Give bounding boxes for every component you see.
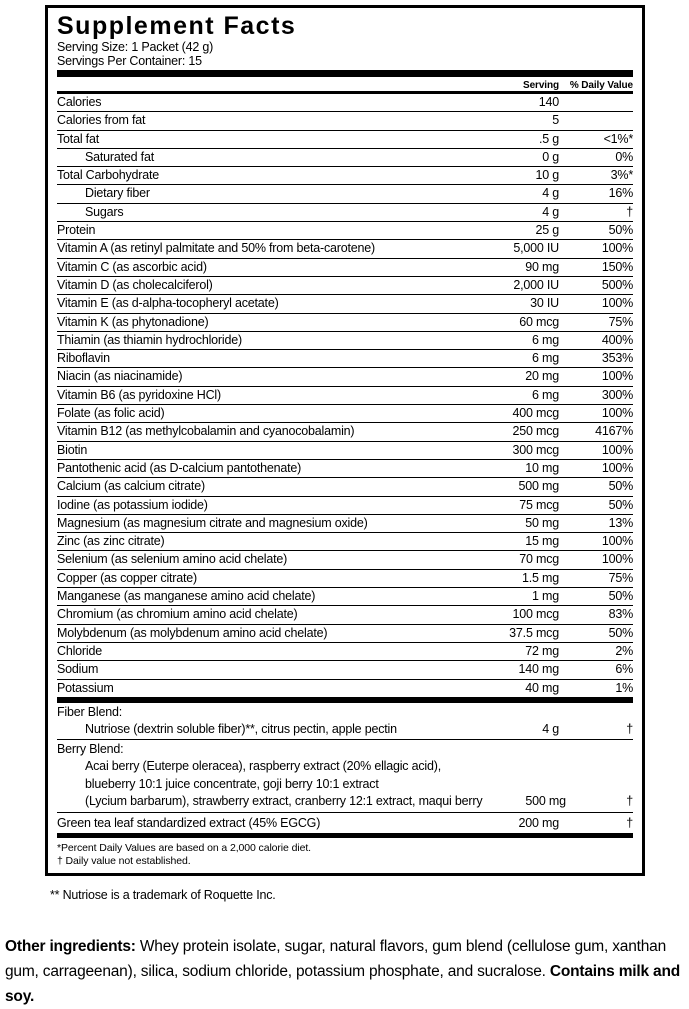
nutrient-name: Zinc (as zinc citrate)	[57, 534, 165, 549]
nutrient-name: Vitamin B12 (as methylcobalamin and cyanocobalamin)	[57, 424, 355, 439]
nutrient-daily-value: 100%	[601, 296, 633, 311]
nutrient-name: Vitamin D (as cholecalciferol)	[57, 277, 213, 292]
nutrient-amount: 10 g	[535, 168, 559, 183]
nutrient-amount: 5,000 IU	[513, 241, 559, 256]
nutrient-name: Riboflavin	[57, 351, 110, 366]
berry-blend-amount: 500 mg	[525, 794, 566, 809]
nutrient-amount: 10 mg	[525, 460, 559, 475]
nutrient-amount: 6 mg	[532, 351, 559, 366]
nutrient-daily-value: 100%	[601, 460, 633, 475]
nutrient-row	[57, 625, 633, 643]
nutrient-row	[57, 295, 633, 313]
nutrient-row	[57, 131, 633, 149]
divider-thick-footnotes	[57, 833, 633, 838]
nutrient-name: Vitamin B6 (as pyridoxine HCl)	[57, 387, 221, 402]
nutrient-daily-value: 100%	[601, 534, 633, 549]
nutrient-name: Dietary fiber	[85, 186, 150, 201]
nutrient-daily-value: 50%	[608, 497, 633, 512]
nutrient-row	[57, 332, 633, 350]
nutrient-amount: 6 mg	[532, 387, 559, 402]
nutrient-daily-value: †	[626, 204, 633, 219]
nutrient-row	[57, 259, 633, 277]
nutrient-name: Copper (as copper citrate)	[57, 570, 198, 585]
nutrient-row	[57, 423, 633, 441]
berry-blend-row	[57, 758, 633, 813]
nutrient-daily-value: 300%	[601, 387, 633, 402]
nutrient-amount: 30 IU	[530, 296, 559, 311]
nutrient-amount: 4 g	[542, 204, 559, 219]
nutrient-name: Vitamin C (as ascorbic acid)	[57, 259, 207, 274]
nutrient-daily-value: 50%	[608, 625, 633, 640]
nutrient-daily-value: 500%	[601, 277, 633, 292]
nutrient-amount: 90 mg	[525, 259, 559, 274]
nutrient-name: Vitamin E (as d-alpha-tocopheryl acetate)	[57, 296, 279, 311]
supplement-facts-panel	[45, 5, 645, 876]
nutrient-name: Sugars	[85, 204, 124, 219]
nutrient-name: Biotin	[57, 442, 88, 457]
nutrient-name: Selenium (as selenium amino acid chelate)	[57, 552, 288, 567]
nutrient-amount: 75 mcg	[519, 497, 559, 512]
nutrient-amount: 40 mg	[525, 680, 559, 695]
nutrient-row	[57, 314, 633, 332]
nutrient-daily-value: 50%	[608, 223, 633, 238]
nutrient-daily-value: <1%*	[603, 131, 633, 146]
nutrient-name: Calories from fat	[57, 113, 146, 128]
nutrient-amount: 100 mcg	[512, 607, 559, 622]
serving-size: Serving Size: 1 Packet (42 g)	[57, 40, 214, 54]
nutrient-daily-value	[559, 94, 633, 111]
nutrient-row	[57, 588, 633, 606]
nutrient-name: Potassium	[57, 680, 114, 695]
nutrient-row	[57, 387, 633, 405]
nutrient-row	[57, 350, 633, 368]
footnote-percent-daily-values: *Percent Daily Values are based on a 2,000 calorie diet.	[57, 841, 311, 854]
nutrient-daily-value: 4167%	[595, 424, 633, 439]
nutrient-daily-value: 2%	[615, 643, 633, 658]
nutrient-name: Chloride	[57, 643, 102, 658]
nutrient-daily-value: 0%	[615, 149, 633, 164]
nutrient-row	[57, 368, 633, 386]
nutrient-daily-value: 50%	[608, 479, 633, 494]
berry-blend-line: blueberry 10:1 juice concentrate, goji berry 10:1 extract	[85, 776, 379, 791]
nutrient-row	[57, 240, 633, 258]
nutrient-name: Calcium (as calcium citrate)	[57, 479, 205, 494]
fiber-blend-daily-value: †	[626, 721, 633, 736]
nutrient-amount: 4 g	[542, 186, 559, 201]
nutrient-name: Folate (as folic acid)	[57, 406, 165, 421]
nutrient-name: Chromium (as chromium amino acid chelate)	[57, 607, 298, 622]
other-ingredients-text: Whey protein isolate, sugar, natural flavors, gum blend (cellulose gum, xanthan gum, carrageenan), silica, sodium chloride, potassium phosphate, and sucralose.	[5, 937, 666, 980]
allergen-statement: Contains milk and soy.	[5, 962, 680, 1005]
nutrient-daily-value	[559, 112, 633, 129]
nutrient-daily-value: 100%	[601, 369, 633, 384]
footnotes	[57, 842, 633, 868]
nutrient-amount: 140	[538, 95, 559, 109]
nutrient-name: Vitamin K (as phytonadione)	[57, 314, 209, 329]
nutrient-amount: 70 mcg	[519, 552, 559, 567]
nutrient-name: Iodine (as potassium iodide)	[57, 497, 208, 512]
nutrient-row	[57, 606, 633, 624]
nutrient-table	[57, 94, 633, 698]
nutrient-row	[57, 460, 633, 478]
nutrient-amount: 300 mcg	[512, 442, 559, 457]
green-tea-row	[57, 813, 633, 833]
nutrient-daily-value: 100%	[601, 241, 633, 256]
nutrient-name: Saturated fat	[85, 149, 154, 164]
nutrient-amount: 15 mg	[525, 534, 559, 549]
nutrient-daily-value: 150%	[601, 259, 633, 274]
nutrient-name: Total Carbohydrate	[57, 168, 160, 183]
nutrient-amount: 72 mg	[525, 643, 559, 658]
berry-blend-ingredients	[57, 758, 482, 811]
nutrient-amount: 140 mg	[518, 662, 559, 677]
nutrient-daily-value: 400%	[601, 332, 633, 347]
nutrient-daily-value: 6%	[615, 662, 633, 677]
nutrient-row	[57, 222, 633, 240]
berry-blend-line: Acai berry (Euterpe oleracea), raspberry extract (20% ellagic acid),	[85, 759, 441, 774]
nutrient-amount: 2,000 IU	[513, 277, 559, 292]
nutrient-daily-value: 100%	[601, 552, 633, 567]
nutrient-daily-value: 353%	[601, 351, 633, 366]
berry-blend-label: Berry Blend:	[57, 742, 124, 757]
nutrient-row	[57, 167, 633, 185]
nutrient-name: Sodium	[57, 662, 99, 677]
nutrient-daily-value: 1%	[615, 680, 633, 695]
fiber-blend-ingredients	[57, 721, 467, 739]
nutrient-row	[57, 405, 633, 423]
footnote-daily-value-not-established: † Daily value not established.	[57, 854, 191, 867]
nutrient-amount: 1 mg	[532, 589, 559, 604]
nutrient-name: Niacin (as niacinamide)	[57, 369, 183, 384]
nutrient-daily-value: 13%	[608, 515, 633, 530]
nutrient-amount: 1.5 mg	[521, 570, 559, 585]
nutrient-row	[57, 149, 633, 167]
berry-blend-line: (Lycium barbarum), strawberry extract, cranberry 12:1 extract, maqui berry	[85, 794, 483, 809]
nutrient-name: Calories	[57, 95, 102, 109]
nutrient-name: Protein	[57, 223, 96, 238]
berry-blend-daily-value: †	[626, 794, 633, 809]
nutrient-row	[57, 442, 633, 460]
nutrient-name: Thiamin (as thiamin hydrochloride)	[57, 332, 242, 347]
nutrient-name: Manganese (as manganese amino acid chelate)	[57, 589, 316, 604]
green-tea-daily-value: †	[626, 815, 633, 830]
nutrient-amount: 5	[552, 113, 559, 128]
nutrient-daily-value: 100%	[601, 406, 633, 421]
column-header-row	[57, 69, 633, 91]
fiber-blend-row	[57, 721, 633, 741]
nutrient-amount: 60 mcg	[519, 314, 559, 329]
nutrient-row	[57, 533, 633, 551]
amount-per-serving-header: Amount Per Serving	[503, 69, 559, 91]
nutrient-row	[57, 680, 633, 698]
nutrient-amount: .5 g	[538, 131, 559, 146]
panel-title: Supplement Facts	[57, 12, 297, 40]
nutrient-amount: 250 mcg	[512, 424, 559, 439]
nutrient-amount: 25 g	[535, 223, 559, 238]
other-ingredients	[5, 934, 685, 1009]
green-tea-amount: 200 mg	[518, 815, 559, 830]
nutrient-daily-value: 3%*	[610, 168, 633, 183]
nutrient-amount: 37.5 mcg	[509, 625, 559, 640]
nutrient-name: Molybdenum (as molybdenum amino acid chelate)	[57, 625, 328, 640]
nutrient-row	[57, 643, 633, 661]
nutrient-row	[57, 277, 633, 295]
nutrient-row	[57, 478, 633, 496]
nutrient-amount: 20 mg	[525, 369, 559, 384]
nutrient-name: Vitamin A (as retinyl palmitate and 50% from beta-carotene)	[57, 241, 375, 256]
nutrient-row	[57, 515, 633, 533]
nutrient-daily-value: 75%	[608, 570, 633, 585]
nutrient-amount: 50 mg	[525, 515, 559, 530]
nutrient-daily-value: 16%	[608, 186, 633, 201]
daily-value-header: % Daily Value	[569, 80, 633, 91]
nutrient-row	[57, 112, 633, 130]
nutrient-amount: 0 g	[542, 149, 559, 164]
nutrient-name: Magnesium (as magnesium citrate and magnesium oxide)	[57, 515, 368, 530]
nutrient-row	[57, 497, 633, 515]
nutrient-daily-value: 75%	[608, 314, 633, 329]
servings-per-container: Servings Per Container: 15	[57, 54, 202, 68]
green-tea-name: Green tea leaf standardized extract (45% EGCG)	[57, 815, 321, 830]
nutrient-daily-value: 83%	[608, 607, 633, 622]
fiber-blend-amount: 4 g	[542, 721, 559, 736]
nutrient-daily-value: 100%	[601, 442, 633, 457]
nutrient-row	[57, 204, 633, 222]
fiber-blend-line: Nutriose (dextrin soluble fiber)**, citrus pectin, apple pectin	[85, 721, 397, 736]
nutrient-name: Total fat	[57, 131, 99, 146]
nutrient-row	[57, 551, 633, 569]
nutrient-row	[57, 570, 633, 588]
other-ingredients-label: Other ingredients:	[5, 937, 136, 955]
nutrient-amount: 6 mg	[532, 332, 559, 347]
trademark-note: ** Nutriose is a trademark of Roquette Inc.	[50, 888, 276, 902]
nutrient-name: Pantothenic acid (as D-calcium pantothenate)	[57, 460, 302, 475]
fiber-blend-label: Fiber Blend:	[57, 704, 122, 719]
nutrient-amount: 500 mg	[518, 479, 559, 494]
nutrient-row	[57, 185, 633, 203]
nutrient-amount: 400 mcg	[512, 406, 559, 421]
nutrient-daily-value: 50%	[608, 589, 633, 604]
nutrient-row	[57, 94, 633, 112]
nutrient-row	[57, 661, 633, 679]
